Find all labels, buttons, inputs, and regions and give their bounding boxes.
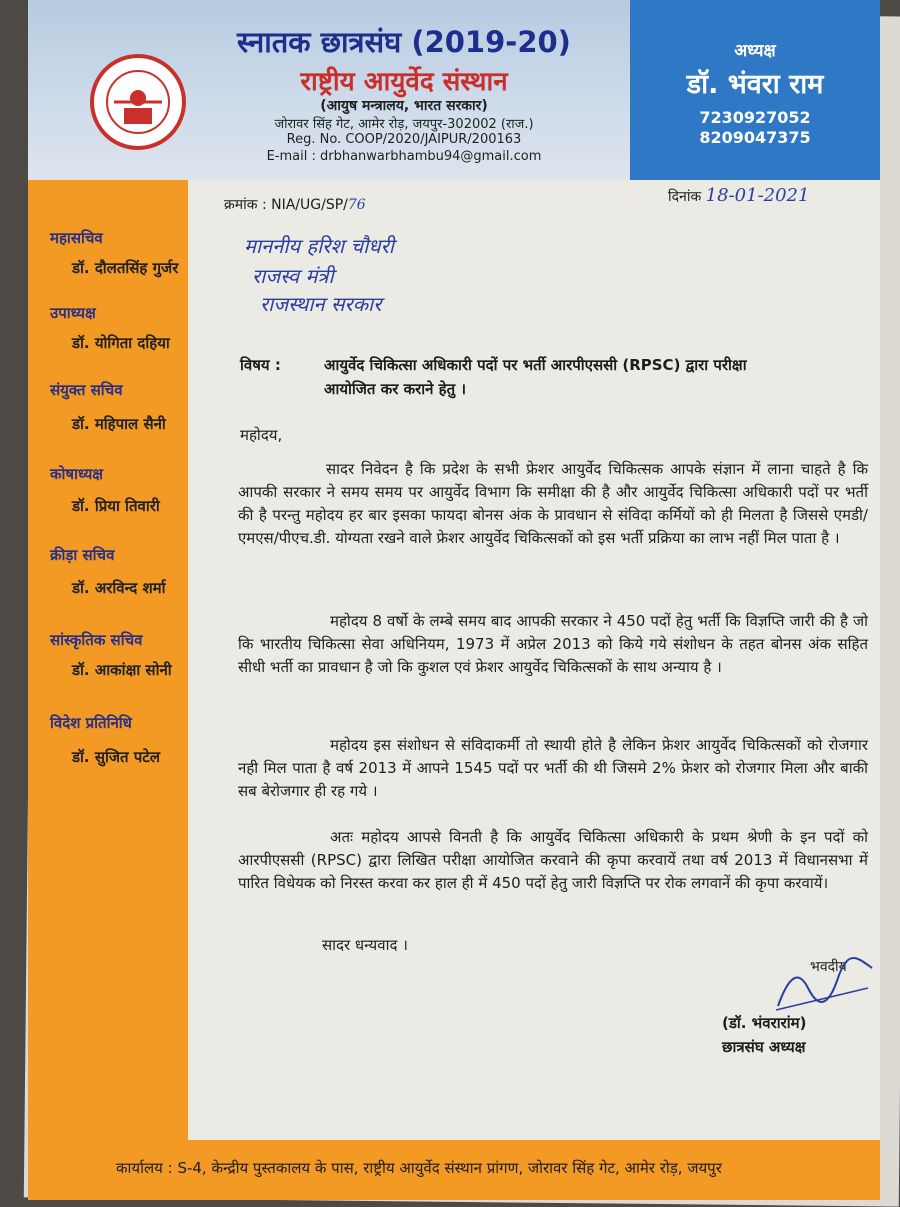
- paragraph: महोदय इस संशोधन से संविदाकर्मी तो स्थायी होते है लेकिन फ्रेशर आयुर्वेद चिकित्सकों को रोजगार नही मिल पाता है वर्ष 2013 में आपने 1545 पदों पर भर्ती की थी जिसमे 2% फ्रेशर को रोजगार मिला और बाकी सब बेरोजगार ही रह गये ।: [238, 736, 868, 800]
- paragraph: अतः महोदय आपसे विनती है कि आयुर्वेद चिकित्सा अधिकारी के प्रथम श्रेणी के इन पदों को आरपीएससी (RPSC) द्वारा लिखित परीक्षा आयोजित करवाने की कृपा करवायें तथा वर्ष 2013 में विधानसभा में पारित विधेयक को निरस्त करवा कर हाल ही में 450 पदों हेतु जारी विज्ञप्ति पर रोक लगवानें की कृपा करवायें।: [238, 828, 868, 892]
- sidebar-name: डॉ. योगिता दहिया: [72, 334, 170, 352]
- sidebar-name: डॉ. सुजित पटेल: [72, 748, 161, 766]
- letterhead: [28, 0, 880, 180]
- office-address: कार्यालय : S-4, केन्द्रीय पुस्तकालय के पास, राष्ट्रीय आयुर्वेद संस्थान प्रांगण, जोरावर सिंह गेट, आमेर रोड़, जयपुर: [116, 1159, 722, 1177]
- subject-line: आयुर्वेद चिकित्सा अधिकारी पदों पर भर्ती आरपीएससी (RPSC) द्वारा परीक्षा: [324, 356, 747, 374]
- recipient-title: राजस्व मंत्री: [252, 264, 334, 288]
- phone-number: 8209047375: [699, 128, 811, 147]
- president-panel: [630, 0, 880, 180]
- email-line: E-mail : drbhanwarbhambu94@gmail.com: [266, 149, 542, 164]
- paragraph: महोदय 8 वर्षो के लम्बे समय बाद आपकी सरकार ने 450 पदों हेतु भर्ती कि विज्ञप्ति जारी की है जो कि भारतीय चिकित्सा सेवा अधिनियम, 1973 में अप्रेल 2013 को किये गये संशोधन के तहत बोनस अंक सहित सीधी भर्ती का प्रावधान है जो कि कुशल एवं फ्रेशर आयुर्वेद चिकित्सकों के साथ अन्याय है ।: [238, 612, 868, 676]
- date-line: दिनांक 18-01-2021: [668, 185, 810, 206]
- subject-label: विषय :: [240, 356, 281, 374]
- sidebar-role: संयुक्त सचिव: [50, 381, 123, 399]
- president-name: डॉ. भंवरा राम: [686, 69, 824, 100]
- union-title: स्नातक छात्रसंघ (2019-20): [237, 25, 571, 59]
- handwritten-signature: [768, 948, 878, 1018]
- paragraph: सादर निवेदन है कि प्रदेश के सभी फ्रेशर आयुर्वेद चिकित्सक आपके संज्ञान में लाना चाहते है कि आपकी सरकार ने समय समय पर आयुर्वेद विभाग कि समीक्षा की है और आयुर्वेद चिकित्सा अधिकारी पदों पर भर्ती की है परन्तु महोदय हर बार इसका फायदा बोनस अंक के प्रावधान से संविदा कर्मियों को ही मिलता है जिससे एमडी/एमएस/पीएच.डी. योग्यता रखने वाले फ्रेशर आयुर्वेद चिकित्सकों को इस भर्ती प्रक्रिया का लाभ नहीं मिल पाता है ।: [238, 460, 868, 547]
- date-handwritten: 18-01-2021: [705, 185, 810, 206]
- institute-seal-logo: [90, 54, 186, 150]
- office-bearers-sidebar: [28, 180, 188, 1140]
- signatory-designation: छात्रसंघ अध्यक्ष: [722, 1038, 806, 1056]
- reference-number: क्रमांक : NIA/UG/SP/76: [224, 197, 366, 213]
- recipient-office: राजस्थान सरकार: [260, 292, 382, 316]
- sidebar-role: महासचिव: [50, 229, 103, 247]
- sidebar-name: डॉ. प्रिया तिवारी: [72, 497, 160, 515]
- sign-off: भवदीय: [810, 959, 847, 975]
- sidebar-role: क्रीड़ा सचिव: [50, 546, 115, 564]
- registration-number: Reg. No. COOP/2020/JAIPUR/200163: [286, 132, 522, 147]
- recipient-name: माननीय हरिश चौधरी: [244, 234, 394, 258]
- letter-page: [28, 0, 880, 1200]
- institute-name: राष्ट्रीय आयुर्वेद संस्थान: [300, 67, 508, 97]
- signatory-name: (डॉ. भंवरारांम): [722, 1014, 807, 1032]
- salutation: महोदय,: [240, 426, 283, 444]
- sidebar-role: विदेश प्रतिनिधि: [50, 714, 132, 732]
- subject-line: आयोजित कर कराने हेतु ।: [324, 380, 467, 398]
- sidebar-name: डॉ. दौलतसिंह गुर्जर: [72, 259, 179, 277]
- sidebar-role: उपाध्यक्ष: [50, 304, 96, 322]
- sidebar-name: डॉ. आकांक्षा सोनी: [72, 661, 172, 679]
- president-label: अध्यक्ष: [734, 41, 776, 61]
- phone-number: 7230927052: [699, 108, 811, 127]
- closing-thanks: सादर धन्यवाद ।: [322, 936, 408, 954]
- sidebar-name: डॉ. अरविन्द शर्मा: [72, 579, 166, 597]
- address-line: जोरावर सिंह गेट, आमेर रोड़, जयपुर-302002 (राज.): [274, 117, 534, 132]
- sidebar-role: कोषाध्यक्ष: [50, 465, 104, 483]
- ministry-line: (आयुष मन्त्रालय, भारत सरकार): [320, 98, 488, 114]
- footer-bar: [28, 1140, 880, 1200]
- sidebar-role: सांस्कृतिक सचिव: [50, 631, 143, 649]
- sidebar-name: डॉ. महिपाल सैनी: [72, 415, 166, 433]
- reference-handwritten: 76: [347, 197, 366, 213]
